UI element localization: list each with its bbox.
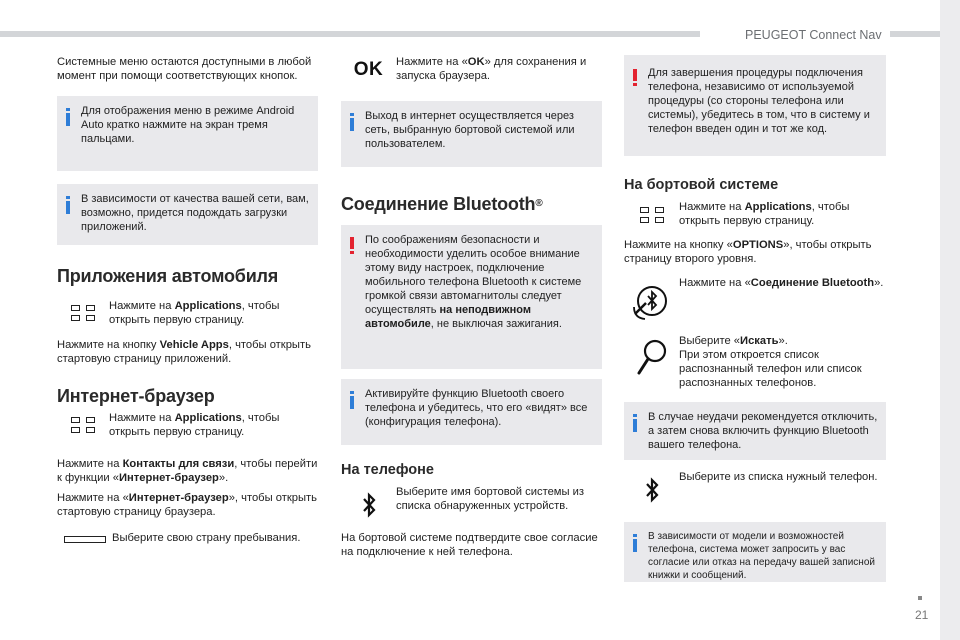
info-note-internet: Выход в интернет осуществляется через сеть, выбранную бортовой системой или пользователем.	[341, 101, 602, 167]
search-step: Выберите «Искать». При этом откроется список распознанный телефон или список распознанных телефонов.	[624, 334, 886, 390]
intro-text: Системные меню остаются доступными в любой момент при помощи соответствующих кнопок.	[57, 56, 312, 82]
page-number: 21	[915, 608, 929, 622]
browser-start-text: Нажмите на «Интернет-браузер», чтобы открыть стартовую страницу браузера.	[57, 492, 317, 518]
warning-icon	[633, 69, 637, 86]
applications-step-system: Нажмите на Applications, чтобы открыть первую страницу.	[624, 200, 886, 230]
section-title-bluetooth: Соединение Bluetooth®	[341, 194, 543, 214]
info-icon	[633, 534, 637, 552]
applications-icon	[57, 411, 109, 439]
column-2	[341, 55, 602, 559]
section-title-browser: Интернет-браузер	[57, 386, 215, 406]
applications-step-browser: Нажмите на Applications, чтобы открыть первую страницу.	[57, 411, 318, 439]
header-rule	[0, 31, 700, 37]
page-side-rail	[940, 0, 960, 640]
info-icon	[350, 391, 354, 409]
applications-icon	[57, 299, 109, 327]
bluetooth-connection-icon	[624, 276, 679, 326]
info-note-activate-bt: Активируйте функцию Bluetooth своего телефона и убедитесь, что его «видят» все (конфигурация телефона).	[341, 379, 602, 445]
column-3	[624, 55, 886, 582]
bluetooth-icon	[624, 470, 679, 510]
info-note-retry: В случае неудачи рекомендуется отключить, а затем снова включить функцию Bluetooth вашего телефона.	[624, 402, 886, 460]
page-marker	[918, 596, 922, 600]
info-note-text: В зависимости от качества вашей сети, вам, возможно, придется подождать загрузки приложений.	[81, 193, 309, 233]
options-text: Нажмите на кнопку «OPTIONS», чтобы открыть страницу второго уровня.	[624, 239, 872, 265]
warning-note-code: Для завершения процедуры подключения телефона, независимо от используемой процедуры (со стороны телефона или системы), убедитесь в том, что в систему и телефон введен один и тот же код.	[624, 55, 886, 156]
column-1	[57, 55, 318, 547]
applications-step: Нажмите на Applications, чтобы открыть первую страницу.	[57, 299, 318, 327]
info-icon	[350, 113, 354, 131]
bt-connection-step: Нажмите на «Соединение Bluetooth».	[624, 276, 886, 326]
header-brand: PEUGEOT Connect Nav	[745, 28, 882, 42]
info-icon	[66, 108, 70, 126]
applications-icon	[624, 200, 679, 230]
info-note-text: Для отображения меню в режиме Android Auto кратко нажмите на экран тремя пальцами.	[81, 105, 295, 145]
search-icon	[624, 334, 679, 380]
select-phone-step: Выберите из списка нужный телефон.	[624, 470, 886, 510]
ok-step: OK Нажмите на «OK» для сохранения и запуска браузера.	[341, 55, 602, 85]
subtitle-on-phone: На телефоне	[341, 462, 434, 478]
warning-icon	[350, 237, 354, 254]
info-note-consent: В зависимости от модели и возможностей телефона, система может запросить у вас согласие или отказ на передачу вашей записной книжки и сообщений.	[624, 522, 886, 582]
confirm-text: На бортовой системе подтвердите свое согласие на подключение к ней телефона.	[341, 532, 598, 558]
select-system-step: Выберите имя бортовой системы из списка обнаруженных устройств.	[341, 485, 602, 525]
country-step: Выберите свою страну пребывания.	[57, 531, 318, 547]
applications-label: Applications	[174, 300, 242, 312]
info-note-android-auto	[57, 96, 318, 171]
info-note-network	[57, 184, 318, 245]
vehicle-apps-label: Vehicle Apps	[159, 339, 229, 351]
warning-note-safety: По соображениям безопасности и необходимости уделить особое внимание этому виду настроек, подключение мобильного телефона Bluetooth к системе громкой связи автомагнитолы следует осуществлять на неподвижном автомобиле, не выключая зажигания.	[341, 225, 602, 369]
select-bar-icon	[57, 531, 112, 547]
info-icon	[633, 414, 637, 432]
info-icon	[66, 196, 70, 214]
contacts-text: Нажмите на Контакты для связи, чтобы перейти к функции «Интернет-браузер».	[57, 458, 318, 484]
applications-label: Applications	[174, 412, 242, 424]
bluetooth-icon	[341, 485, 396, 525]
vehicle-apps-text: Нажмите на кнопку Vehicle Apps, чтобы открыть стартовую страницу приложений.	[57, 339, 311, 365]
ok-icon: OK	[353, 59, 384, 80]
section-title-vehicle-apps: Приложения автомобиля	[57, 266, 279, 286]
subtitle-on-system: На бортовой системе	[624, 177, 779, 193]
